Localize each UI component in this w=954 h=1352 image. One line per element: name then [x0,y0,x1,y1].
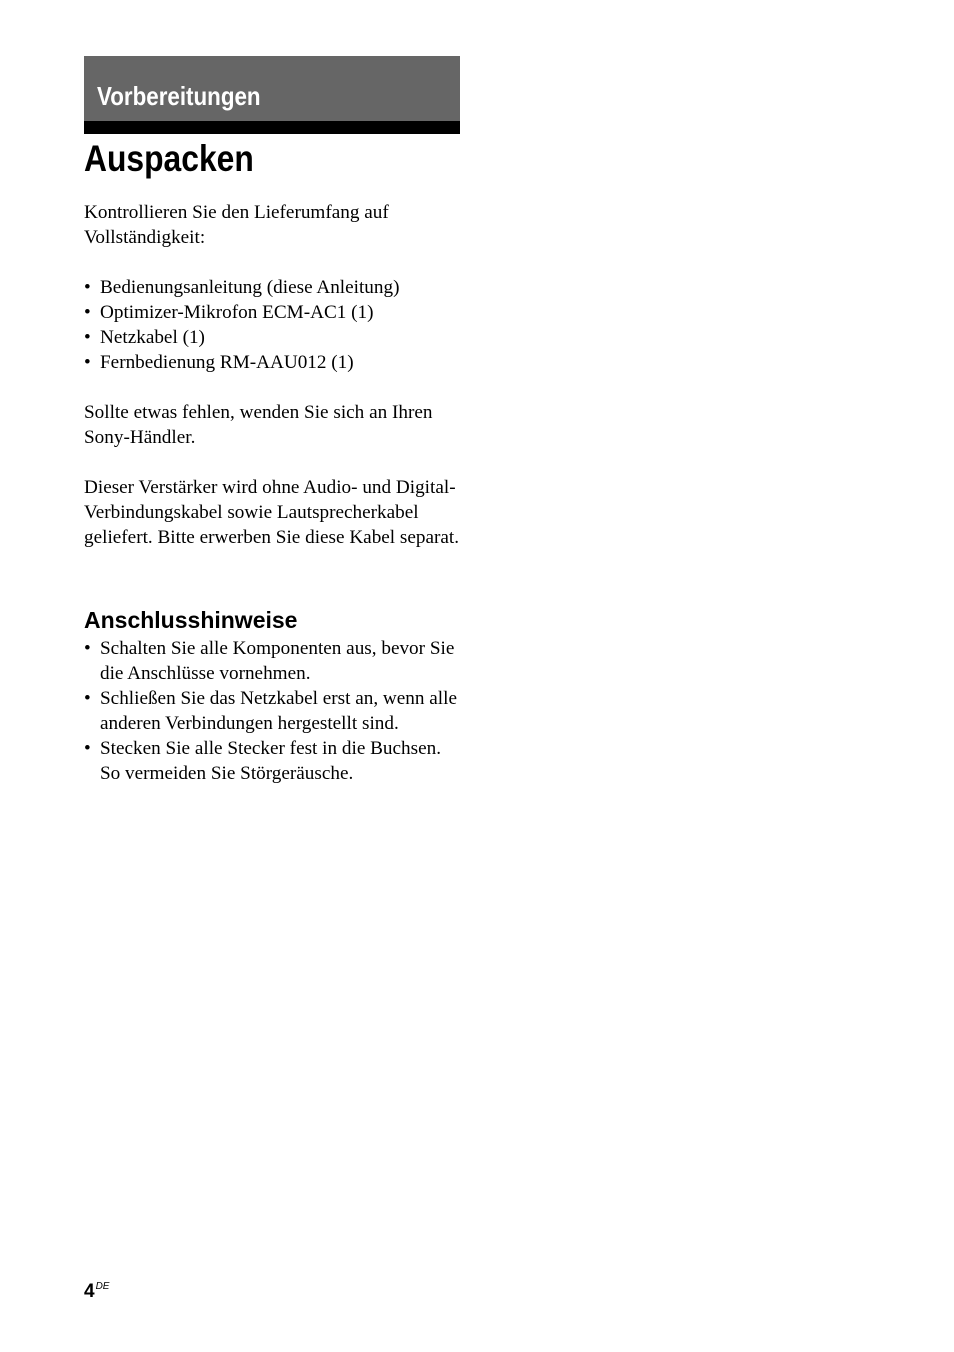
list-item [84,350,464,375]
bullet-icon: • [84,277,91,298]
list-item-text: Stecken Sie alle Stecker fest in die Buchsen. So vermeiden Sie Störgeräusche. [100,738,442,784]
list-item-text: Schließen Sie das Netzkabel erst an, wenn alle anderen Verbindungen hergestellt sind. [100,688,457,734]
page-number-value: 4 [84,1281,95,1302]
list-item-text: Schalten Sie alle Komponenten aus, bevor Sie die Anschlüsse vornehmen. [100,638,455,684]
page-number [84,1280,109,1304]
list-item-text: Optimizer-Mikrofon ECM-AC1 (1) [100,302,374,323]
bullet-icon: • [84,638,91,659]
list-item-text: Netzkabel (1) [100,327,205,348]
bullet-icon: • [84,738,91,759]
connection-tips-list [84,636,464,786]
list-item [84,275,464,300]
intro-paragraph: Kontrollieren Sie den Lieferumfang auf Vollständigkeit: [84,202,389,248]
list-item-text: Fernbedienung RM-AAU012 (1) [100,352,354,373]
bullet-icon: • [84,327,91,348]
page-title: Auspacken [84,138,254,179]
contents-list [84,275,464,375]
list-item [84,325,464,350]
section-banner-title: Vorbereitungen [97,81,261,111]
list-item [84,736,464,786]
list-item-text: Bedienungsanleitung (diese Anleitung) [100,277,400,298]
cable-note-paragraph: Dieser Verstärker wird ohne Audio- und Digital-Verbindungskabel sowie Lautsprecherkabel geliefert. Bitte erwerben Sie diese Kabel separat. [84,477,460,548]
bullet-icon: • [84,688,91,709]
list-item [84,636,464,686]
bullet-icon: • [84,302,91,323]
list-item [84,300,464,325]
missing-items-paragraph: Sollte etwas fehlen, wenden Sie sich an Ihren Sony-Händler. [84,402,433,448]
bullet-icon: • [84,352,91,373]
section-banner [84,56,460,134]
page-language-code: DE [95,1281,110,1292]
list-item [84,686,464,736]
connection-tips-heading: Anschlusshinweise [84,607,298,633]
